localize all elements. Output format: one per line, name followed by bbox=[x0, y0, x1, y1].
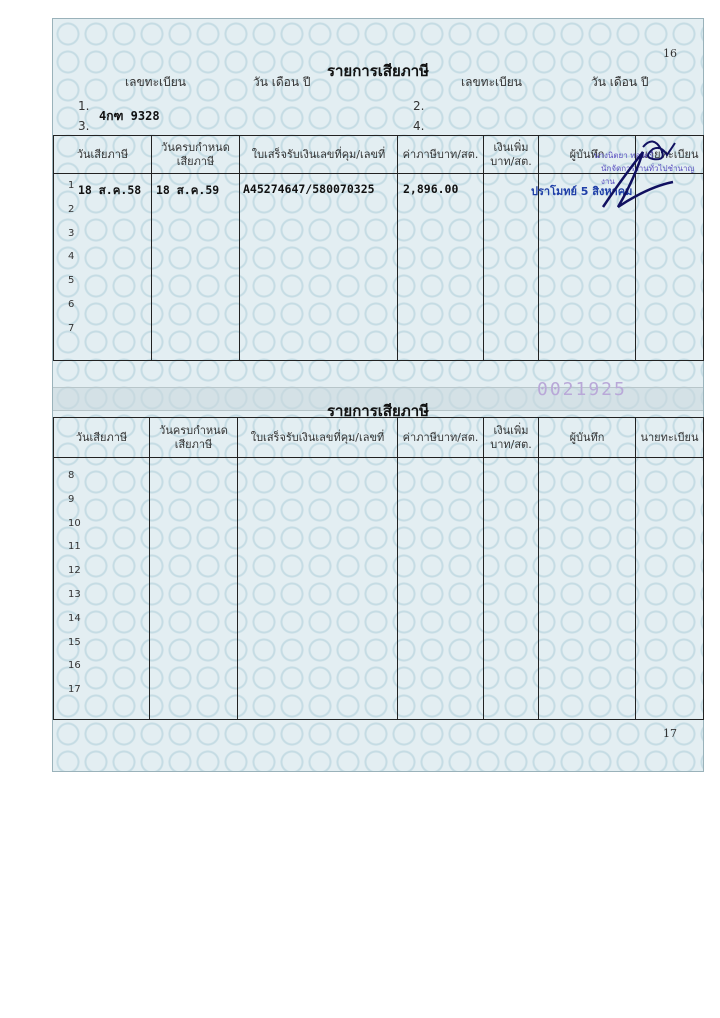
reg-label-right: เลขทะเบียน bbox=[461, 75, 522, 89]
entry-tax-amount: 2,896.00 bbox=[403, 182, 459, 196]
date-label-right: วัน เดือน ปี bbox=[591, 75, 649, 89]
section-title-bottom: รายการเสียภาษี bbox=[326, 402, 430, 420]
reg-label-left: เลขทะเบียน bbox=[125, 75, 186, 89]
entry-receipt: A45274647/580070325 bbox=[243, 182, 375, 196]
col-recorder: ผู้บันทึก bbox=[539, 418, 636, 458]
row-numbers-top: 1 2 3 4 5 6 7 bbox=[54, 174, 152, 361]
reg-slot-4: 4. bbox=[413, 119, 425, 133]
col-registrar: นายทะเบียน bbox=[636, 418, 704, 458]
stamp-officer-name: นางนิตยา ทองศรี bbox=[594, 151, 654, 160]
reg-slot-1: 1. bbox=[78, 99, 90, 113]
col-receipt: ใบเสร็จรับเงินเลขที่คุม/เลขที่ bbox=[240, 136, 398, 174]
entry-due-date: 18 ส.ค.59 bbox=[156, 183, 220, 197]
col-surcharge: เงินเพิ่มบาท/สต. bbox=[484, 136, 539, 174]
col-tax: ค่าภาษีบาท/สต. bbox=[398, 136, 484, 174]
col-registrar: นายทะเบียน bbox=[636, 136, 704, 174]
serial-number: 0021925 bbox=[537, 379, 627, 400]
registration-book-page bbox=[52, 18, 704, 772]
entry-tax-date: 18 ส.ค.58 bbox=[78, 183, 142, 197]
page-number-bottom: 17 bbox=[663, 727, 677, 740]
col-tax: ค่าภาษีบาท/สต. bbox=[398, 418, 484, 458]
signature bbox=[573, 127, 693, 217]
col-receipt: ใบเสร็จรับเงินเลขที่คุม/เลขที่ bbox=[238, 418, 398, 458]
stamp-officer-role: นักจัดการงานทั่วไปชำนาญงาน bbox=[601, 164, 695, 186]
col-due-date: วันครบกำหนดเสียภาษี bbox=[150, 418, 238, 458]
date-label-left: วัน เดือน ปี bbox=[253, 75, 311, 89]
row-numbers-bottom: 8 9 10 11 12 13 14 15 16 17 bbox=[54, 458, 150, 720]
col-due-date: วันครบกำหนดเสียภาษี bbox=[152, 136, 240, 174]
plate-number: 4กฑ 9328 bbox=[99, 109, 160, 123]
section-title-top: รายการเสียภาษี bbox=[326, 62, 430, 80]
reg-slot-3: 3. bbox=[78, 119, 90, 133]
reg-slot-2: 2. bbox=[413, 99, 425, 113]
col-recorder: ผู้บันทึก bbox=[539, 136, 636, 174]
page-number-top: 16 bbox=[663, 47, 677, 60]
col-tax-date: วันเสียภาษี bbox=[54, 418, 150, 458]
stamp-office: ปราโมทย์ 5 สิงหาคม bbox=[531, 185, 633, 198]
tax-table-bottom bbox=[53, 417, 704, 720]
col-tax-date: วันเสียภาษี bbox=[54, 136, 152, 174]
col-surcharge: เงินเพิ่มบาท/สต. bbox=[484, 418, 539, 458]
